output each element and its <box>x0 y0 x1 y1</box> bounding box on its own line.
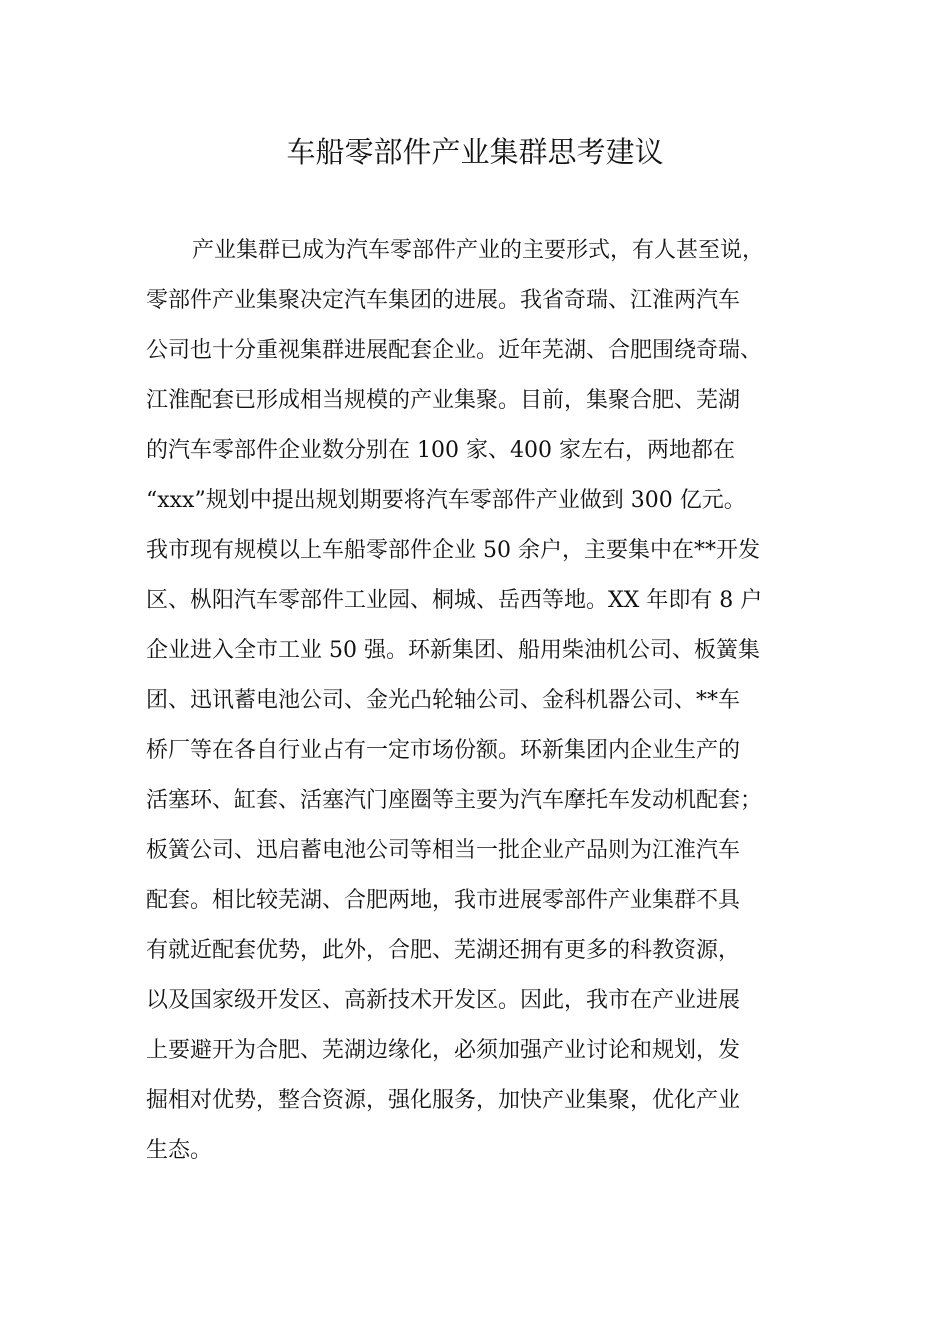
body-line: 企业进入全市工业 50 强。环新集团、船用柴油机公司、板簧集 <box>146 638 760 663</box>
body-line: 活塞环、缸套、活塞汽门座圈等主要为汽车摩托车发动机配套； <box>146 788 763 813</box>
body-line: 掘相对优势，整合资源，强化服务，加快产业集聚，优化产业 <box>146 1088 741 1113</box>
body-line: 零部件产业集聚决定汽车集团的进展。我省奇瑞、江淮两汽车 <box>146 288 741 313</box>
document-body <box>146 226 816 1176</box>
body-line: 桥厂等在各自行业占有一定市场份额。环新集团内企业生产的 <box>146 738 741 763</box>
body-line: 我市现有规模以上车船零部件企业 50 余户，主要集中在**开发 <box>146 538 760 563</box>
body-line: 江淮配套已形成相当规模的产业集聚。目前，集聚合肥、芜湖 <box>146 388 741 413</box>
body-line: 生态。 <box>146 1138 213 1163</box>
body-line: 以及国家级开发区、高新技术开发区。因此，我市在产业进展 <box>146 988 741 1013</box>
body-line: 上要避开为合肥、芜湖边缘化，必须加强产业讨论和规划，发 <box>146 1038 741 1063</box>
body-line: 产业集群已成为汽车零部件产业的主要形式，有人甚至说， <box>192 238 765 263</box>
body-line: “xxx”规划中提出规划期要将汽车零部件产业做到 300 亿元。 <box>146 488 746 513</box>
body-line: 板簧公司、迅启蓄电池公司等相当一批企业产品则为江淮汽车 <box>146 838 741 863</box>
body-line: 区、枞阳汽车零部件工业园、桐城、岳西等地。XX 年即有 8 户 <box>146 588 763 613</box>
body-line: 有就近配套优势，此外，合肥、芜湖还拥有更多的科教资源， <box>146 938 741 963</box>
body-line: 团、迅讯蓄电池公司、金光凸轮轴公司、金科机器公司、**车 <box>146 688 741 713</box>
body-line: 的汽车零部件企业数分别在 100 家、400 家左右，两地都在 <box>146 438 735 463</box>
document-title: 车船零部件产业集群思考建议 <box>286 135 664 169</box>
body-line: 公司也十分重视集群进展配套企业。近年芜湖、合肥围绕奇瑞、 <box>146 338 763 363</box>
body-line: 配套。相比较芜湖、合肥两地，我市进展零部件产业集群不具 <box>146 888 741 913</box>
